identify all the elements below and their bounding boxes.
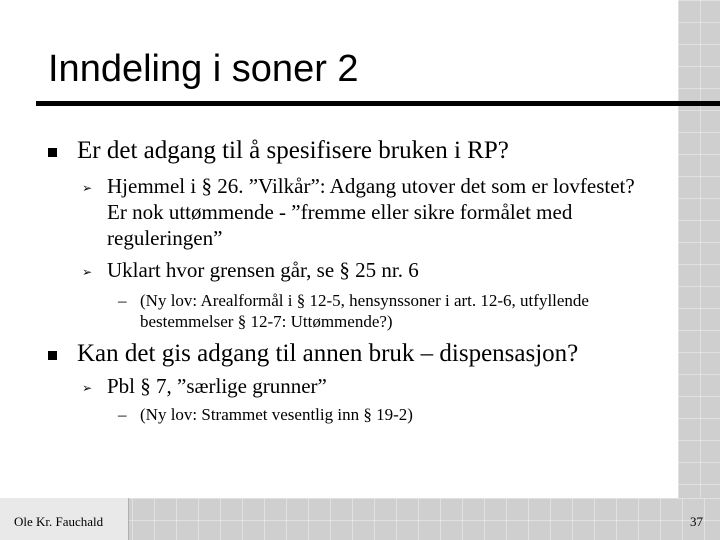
arrow-bullet-icon: ➢ <box>82 265 93 279</box>
square-bullet-icon <box>48 351 57 360</box>
bullet-2-sub-1-text: Pbl § 7, ”særlige grunner” <box>107 374 327 398</box>
arrow-bullet-icon: ➢ <box>82 381 93 395</box>
bullet-2-text: Kan det gis adgang til annen bruk – dispensasjon? <box>77 340 579 367</box>
bullet-1-subsub-1-text: (Ny lov: Arealformål i § 12-5, hensynssoner i art. 12-6, utfyllende bestemmelser § 12-7: Uttømmende?) <box>140 291 589 331</box>
square-bullet-icon <box>48 148 57 157</box>
bullet-2-subsub-1-text: (Ny lov: Strammet vesentlig inn § 19-2) <box>140 405 413 424</box>
slide-title: Inndeling i soner 2 <box>48 48 359 90</box>
bullet-1-sub-1-text: Hjemmel i § 26. ”Vilkår”: Adgang utover det som er lovfestet? Er nok uttømmende - ”fremme eller sikre formålet med reguleringen” <box>107 174 635 250</box>
bullet-1-sub-2-text: Uklart hvor grensen går, se § 25 nr. 6 <box>107 258 419 282</box>
page-number: 37 <box>690 514 703 529</box>
dash-bullet: – <box>118 405 127 424</box>
title-underline <box>36 101 720 106</box>
bullet-1-text: Er det adgang til å spesifisere bruken i RP? <box>77 137 509 164</box>
dash-bullet: – <box>118 291 127 310</box>
footer-author: Ole Kr. Fauchald <box>14 514 104 529</box>
arrow-bullet-icon: ➢ <box>82 181 93 195</box>
right-decorative-band <box>678 0 720 498</box>
